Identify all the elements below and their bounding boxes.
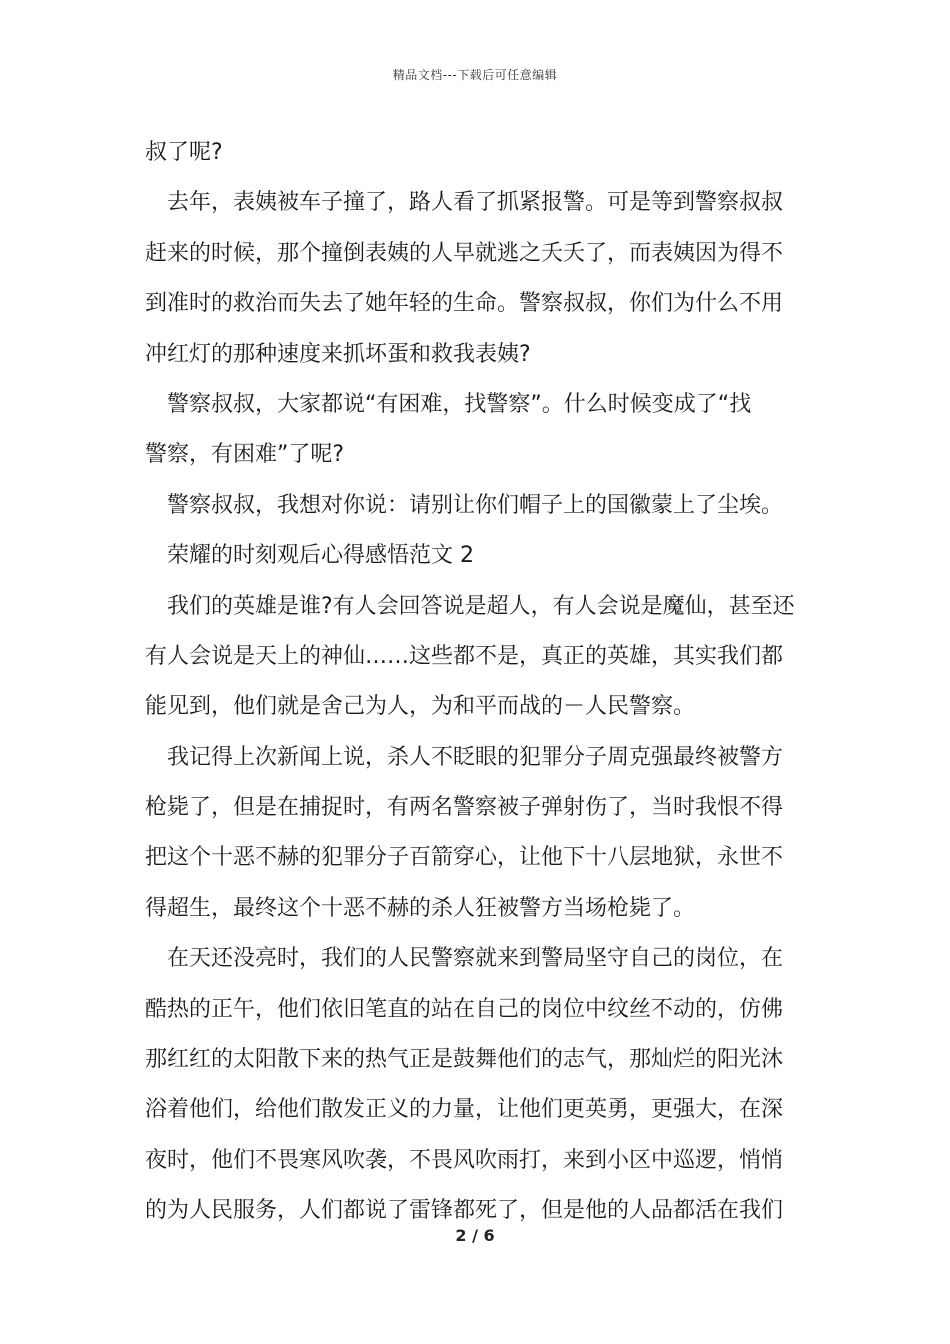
page-header: 精品文档---下载后可任意编辑 <box>392 68 558 82</box>
text-line: 酷热的正午，他们依旧笔直的站在自己的岗位中纹丝不动的，仿佛 <box>145 996 784 1022</box>
section-heading: 荣耀的时刻观后心得感悟范文 2 <box>167 543 474 569</box>
text-line: 冲红灯的那种速度来抓坏蛋和救我表姨? <box>145 341 531 367</box>
text-line: 把这个十恶不赫的犯罪分子百箭穿心，让他下十八层地狱，永世不 <box>145 845 784 871</box>
text-line: 的为人民服务，人们都说了雷锋都死了，但是他的人品都活在我们 <box>145 1198 784 1224</box>
document-body <box>145 128 810 1237</box>
text-line: 得超生，最终这个十恶不赫的杀人狂被警方当场枪毙了。 <box>145 895 696 921</box>
text-line: 在天还没亮时，我们的人民警察就来到警局坚守自己的岗位，在 <box>167 946 784 972</box>
text-line: 警察叔叔，我想对你说：请别让你们帽子上的国徽蒙上了尘埃。 <box>167 492 784 518</box>
text-line: 枪毙了，但是在捕捉时，有两名警察被子弹射伤了，当时我恨不得 <box>145 795 784 821</box>
text-line: 去年，表姨被车子撞了，路人看了抓紧报警。可是等到警察叔叔 <box>167 190 784 216</box>
text-line: 叔了呢? <box>145 140 223 165</box>
text-line: 警察，有困难”了呢? <box>145 442 345 468</box>
text-line: 有人会说是天上的神仙……这些都不是，真正的英雄，其实我们都 <box>145 643 784 669</box>
text-line: 那红红的太阳散下来的热气正是鼓舞他们的志气，那灿烂的阳光沐 <box>145 1047 784 1073</box>
text-line: 我记得上次新闻上说，杀人不眨眼的犯罪分子周克强最终被警方 <box>167 744 784 770</box>
text-line: 我们的英雄是谁?有人会回答说是超人，有人会说是魔仙，甚至还 <box>167 593 795 619</box>
text-line: 能见到，他们就是舍己为人，为和平而战的－人民警察。 <box>145 694 696 720</box>
text-line: 到准时的救治而失去了她年轻的生命。警察叔叔，你们为什么不用 <box>145 291 784 317</box>
text-line: 赶来的时候，那个撞倒表姨的人早就逃之夭夭了，而表姨因为得不 <box>145 240 784 266</box>
text-line: 浴着他们，给他们散发正义的力量，让他们更英勇，更强大，在深 <box>145 1097 784 1123</box>
text-line: 警察叔叔，大家都说“有困难，找警察”。什么时候变成了“找 <box>167 391 752 417</box>
text-line: 夜时，他们不畏寒风吹袭，不畏风吹雨打，来到小区中巡逻，悄悄 <box>145 1147 784 1173</box>
page-number: 2 / 6 <box>455 1226 495 1245</box>
